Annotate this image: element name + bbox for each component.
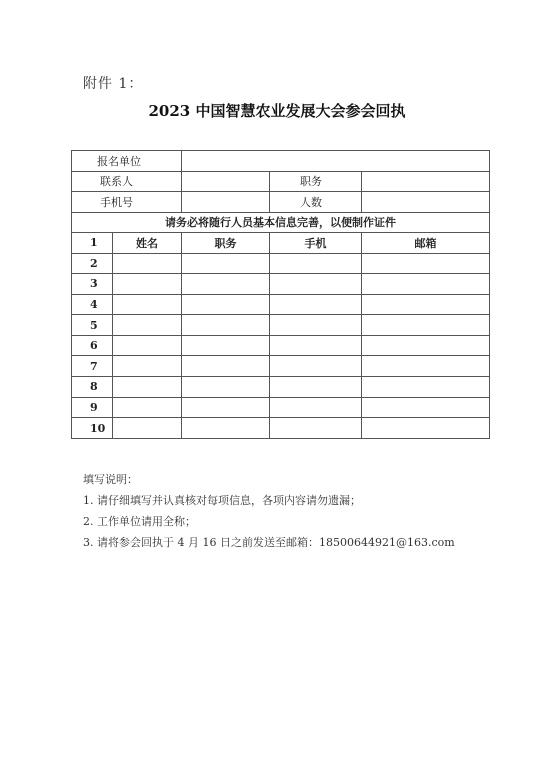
page-title: 2023 中国智慧农业发展大会参会回执: [148, 102, 406, 120]
position-cell[interactable]: [182, 315, 270, 336]
position-cell[interactable]: [182, 356, 270, 377]
email-cell[interactable]: [362, 356, 490, 377]
name-cell[interactable]: [113, 294, 182, 315]
notice-text: 请务必将随行人员基本信息完善，以便制作证件: [72, 212, 490, 233]
position-field[interactable]: [362, 171, 490, 192]
phone-cell[interactable]: [270, 335, 362, 356]
phone-cell[interactable]: [270, 315, 362, 336]
attendee-row: [72, 356, 490, 377]
email-cell[interactable]: [362, 335, 490, 356]
column-header-position: 职务: [182, 233, 270, 254]
unit-label: 报名单位: [72, 151, 182, 172]
email-cell[interactable]: [362, 315, 490, 336]
people-label: 人数: [270, 192, 362, 213]
row-number: 3: [72, 274, 113, 295]
instruction-item: 2. 工作单位请用全称；: [83, 515, 196, 528]
name-cell[interactable]: [113, 253, 182, 274]
attachment-label: 附件 1：: [83, 76, 144, 92]
row-number: 2: [72, 253, 113, 274]
contact-field[interactable]: [182, 171, 270, 192]
phone-field[interactable]: [182, 192, 270, 213]
row-number: 10: [72, 418, 113, 439]
phone-cell[interactable]: [270, 356, 362, 377]
phone-cell[interactable]: [270, 294, 362, 315]
instruction-item: 3. 请将参会回执于 4 月 16 日之前发送至邮箱：18500644921@163.com: [83, 536, 455, 549]
row-number: 8: [72, 377, 113, 398]
position-cell[interactable]: [182, 335, 270, 356]
position-cell[interactable]: [182, 418, 270, 439]
phone-cell[interactable]: [270, 377, 362, 398]
attendee-row: [72, 253, 490, 274]
position-cell[interactable]: [182, 377, 270, 398]
attendee-row: [72, 418, 490, 439]
instructions: [83, 469, 455, 553]
attendee-row: [72, 377, 490, 398]
position-cell[interactable]: [182, 294, 270, 315]
people-field[interactable]: [362, 192, 490, 213]
name-cell[interactable]: [113, 315, 182, 336]
phone-cell[interactable]: [270, 418, 362, 439]
position-cell[interactable]: [182, 397, 270, 418]
name-cell[interactable]: [113, 418, 182, 439]
column-header-email: 邮箱: [362, 233, 490, 254]
position-cell[interactable]: [182, 274, 270, 295]
email-cell[interactable]: [362, 253, 490, 274]
phone-cell[interactable]: [270, 397, 362, 418]
instructions-heading: 填写说明：: [83, 473, 138, 486]
unit-field[interactable]: [182, 151, 490, 172]
name-cell[interactable]: [113, 274, 182, 295]
instruction-item: 1. 请仔细填写并认真核对每项信息，各项内容请勿遗漏；: [83, 494, 361, 507]
row-number: 7: [72, 356, 113, 377]
row-number: 5: [72, 315, 113, 336]
attendee-row: [72, 397, 490, 418]
email-cell[interactable]: [362, 294, 490, 315]
email-cell[interactable]: [362, 274, 490, 295]
row-number: 6: [72, 335, 113, 356]
position-label: 职务: [270, 171, 362, 192]
email-cell[interactable]: [362, 418, 490, 439]
phone-cell[interactable]: [270, 274, 362, 295]
column-header-name: 姓名: [113, 233, 182, 254]
row-number: 9: [72, 397, 113, 418]
attendee-row: [72, 335, 490, 356]
name-cell[interactable]: [113, 335, 182, 356]
attendee-row: [72, 315, 490, 336]
position-cell[interactable]: [182, 253, 270, 274]
name-cell[interactable]: [113, 397, 182, 418]
name-cell[interactable]: [113, 377, 182, 398]
email-cell[interactable]: [362, 377, 490, 398]
phone-label: 手机号: [72, 192, 182, 213]
contact-label: 联系人: [72, 171, 182, 192]
column-header-phone: 手机: [270, 233, 362, 254]
email-cell[interactable]: [362, 397, 490, 418]
row-number: 4: [72, 294, 113, 315]
attendee-row: [72, 274, 490, 295]
attendee-row: [72, 294, 490, 315]
registration-form-table: [71, 150, 490, 439]
row-number: 1: [72, 233, 113, 254]
phone-cell[interactable]: [270, 253, 362, 274]
name-cell[interactable]: [113, 356, 182, 377]
